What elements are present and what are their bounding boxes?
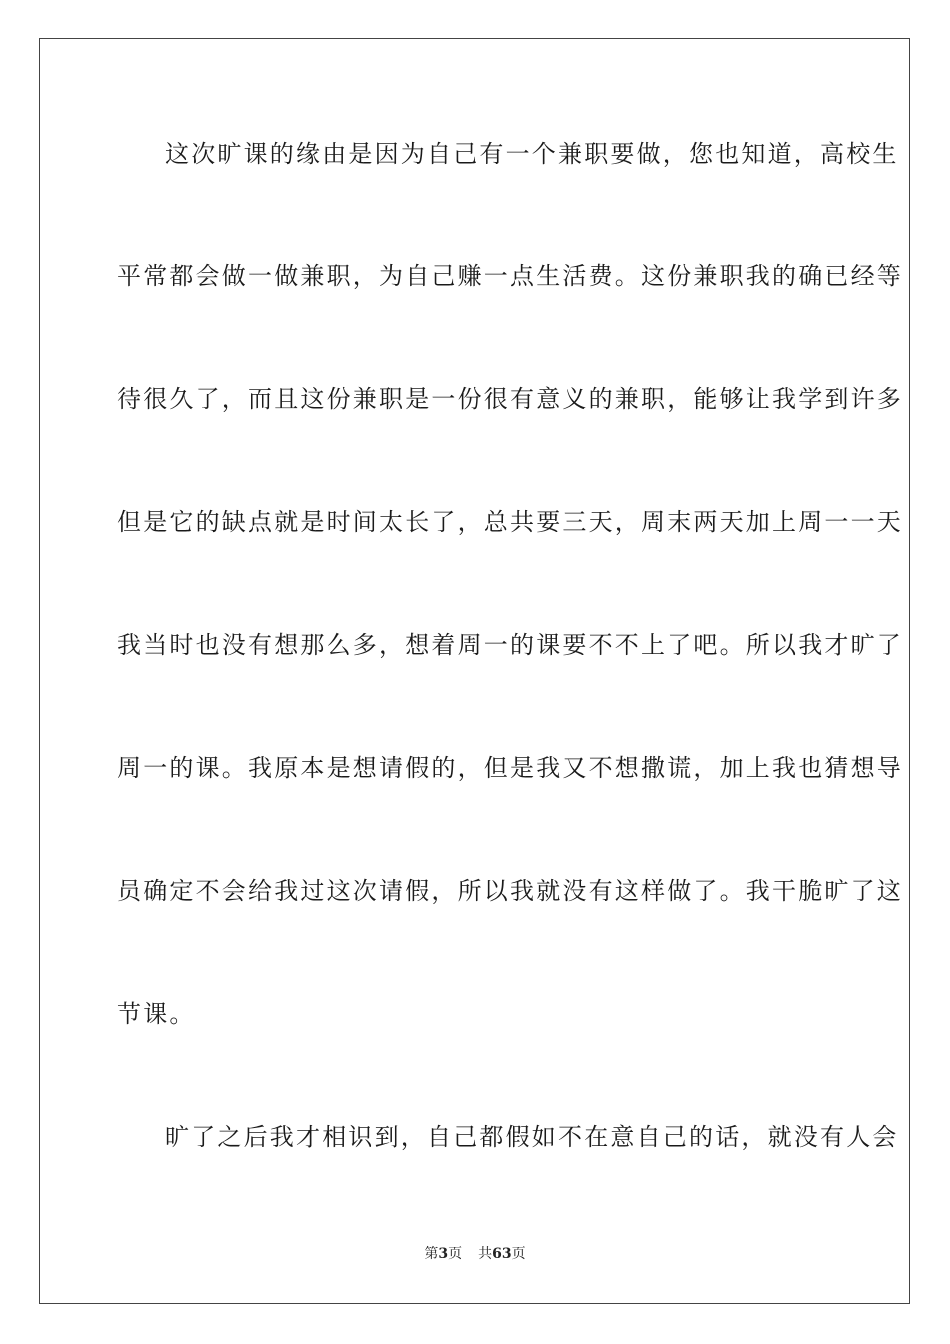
paragraph-2-line-1: 旷了之后我才相识到，自己都假如不在意自己的话，就没有人会 [165,1123,899,1151]
paragraph-1-line-6: 周一的课。我原本是想请假的，但是我又不想撒谎，加上我也猜想导 [117,754,903,782]
page-number: 3 [438,1246,449,1262]
total-pages: 63 [492,1246,512,1262]
paragraph-1-line-8: 节课。 [117,1000,196,1028]
paragraph-1-line-2: 平常都会做一做兼职，为自己赚一点生活费。这份兼职我的确已经等 [117,262,903,290]
paragraph-1-line-5: 我当时也没有想那么多，想着周一的课要不不上了吧。所以我才旷了 [117,631,903,659]
page-footer [0,1244,950,1264]
paragraph-1-line-7: 员确定不会给我过这次请假，所以我就没有这样做了。我干脆旷了这 [117,877,903,905]
paragraph-1-line-1: 这次旷课的缘由是因为自己有一个兼职要做，您也知道，高校生 [165,140,899,168]
total-prefix: 共 [478,1246,493,1262]
paragraph-1-line-3: 待很久了，而且这份兼职是一份很有意义的兼职，能够让我学到许多 [117,385,903,413]
paragraph-1-line-4: 但是它的缺点就是时间太长了，总共要三天，周末两天加上周一一天 [117,508,903,536]
total-suffix: 页 [511,1246,526,1262]
page-border [39,38,910,1304]
page-prefix: 第 [424,1246,439,1262]
page-suffix: 页 [448,1246,463,1262]
